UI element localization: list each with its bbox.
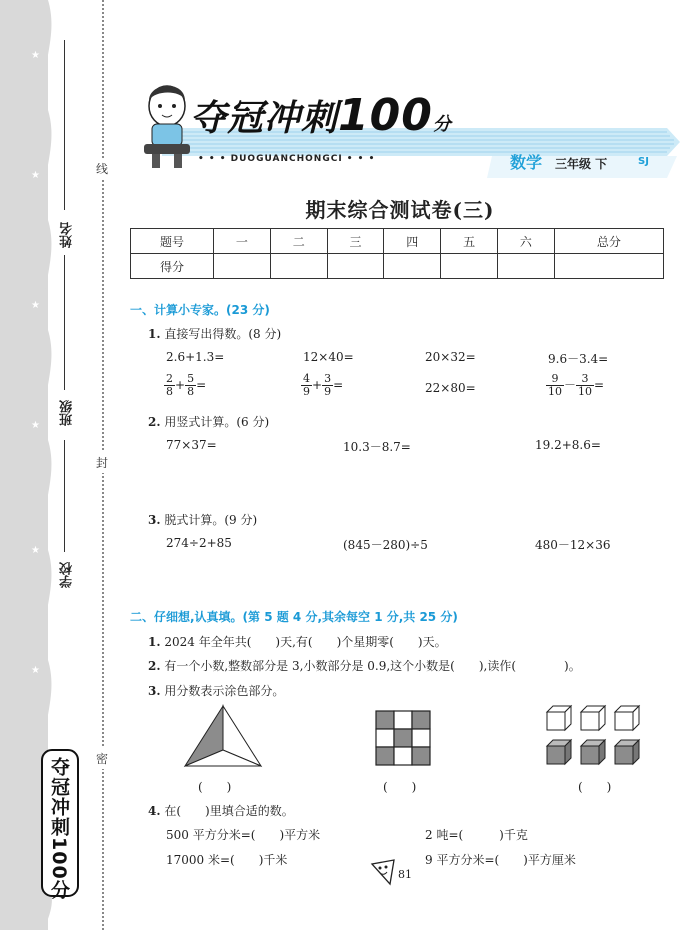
score-cell: 五 <box>441 229 498 254</box>
q-text: 直接写出得数。(8 分) <box>164 327 282 341</box>
brand-unit: 分 <box>432 114 452 135</box>
q-number: 2. <box>148 415 161 429</box>
q1-2-heading <box>148 413 269 430</box>
q-number: 3. <box>148 513 161 527</box>
fill-item: 9 平方分米=( )平方厘米 <box>425 853 576 867</box>
q-text: 在( )里填合适的数。 <box>164 804 294 818</box>
section2-title: 二、仔细想,认真填。(第 5 题 4 分,其余每空 1 分,共 25 分) <box>130 610 458 624</box>
answer-blank[interactable]: ( ) <box>198 780 232 794</box>
q-number: 4. <box>148 804 161 818</box>
calc-item: (845－280)÷5 <box>343 538 428 552</box>
q2-4-heading <box>148 802 294 819</box>
star-icon: ★ <box>31 300 40 311</box>
section1-title: 一、计算小专家。(23 分) <box>130 303 270 317</box>
frac-calc-item: $\frac{2}{8}$ + $\frac{5}{8}$ = <box>166 372 207 398</box>
school-label: 学校 <box>60 562 75 588</box>
calc-item: 20×32= <box>425 350 476 364</box>
calc-item: 12×40= <box>303 350 354 364</box>
frac-calc-item: $\frac{4}{9}$ + $\frac{3}{9}$ = <box>303 372 344 398</box>
q-text: 用分数表示涂色部分。 <box>164 684 285 698</box>
q-number: 1. <box>148 327 161 341</box>
shaded-triangle-figure <box>183 704 263 768</box>
edition-label: SJ <box>638 156 649 167</box>
q-text: 用竖式计算。(6 分) <box>164 415 270 429</box>
calc-item: 2.6+1.3= <box>166 350 225 364</box>
line-char: 线 <box>96 158 108 179</box>
page-number: 81 <box>398 868 412 881</box>
calc-item: 19.2+8.6= <box>535 438 601 452</box>
star-icon: ★ <box>31 665 40 676</box>
subject-label: 数学 <box>510 153 543 172</box>
q-number: 1. <box>148 635 161 649</box>
binding-margin <box>0 0 112 930</box>
q-text: 脱式计算。(9 分) <box>164 513 258 527</box>
calc-item: 10.3－8.7= <box>343 440 411 454</box>
shaded-cubes-figure <box>545 704 645 766</box>
score-cell: 二 <box>270 229 327 254</box>
brand-number: 100 <box>338 90 433 141</box>
class-line[interactable] <box>64 255 65 390</box>
score-input[interactable] <box>384 254 441 279</box>
q-number: 2. <box>148 659 161 673</box>
score-cell: 总分 <box>554 229 663 254</box>
score-input[interactable] <box>214 254 271 279</box>
score-cell: 题号 <box>131 229 214 254</box>
score-cell: 四 <box>384 229 441 254</box>
score-input[interactable] <box>441 254 498 279</box>
calc-item: 77×37= <box>166 438 217 452</box>
score-input[interactable] <box>554 254 663 279</box>
score-row-label: 得分 <box>131 254 214 279</box>
star-icon: ★ <box>31 545 40 556</box>
fill-item: 2 吨=( )千克 <box>425 828 528 842</box>
calc-item: 9.6－3.4= <box>548 352 609 366</box>
exam-title: 期末综合测试卷(三) <box>305 198 495 222</box>
shaded-grid-figure <box>375 710 431 766</box>
answer-blank[interactable]: ( ) <box>578 780 612 794</box>
calc-item: 480－12×36 <box>535 538 611 552</box>
q-number: 3. <box>148 684 161 698</box>
star-icon: ★ <box>31 170 40 181</box>
score-cell: 一 <box>214 229 271 254</box>
side-logo: 夺冠冲刺100分 <box>48 757 70 900</box>
fill-item: 500 平方分米=( )平方米 <box>166 828 321 842</box>
score-input-row <box>131 254 664 279</box>
score-cell: 六 <box>497 229 554 254</box>
q2-3 <box>148 682 284 699</box>
q2-2 <box>148 657 581 674</box>
calc-item: 22×80= <box>425 381 476 395</box>
star-icon: ★ <box>31 50 40 61</box>
class-label: 班级 <box>60 400 75 426</box>
calc-item: 274÷2+85 <box>166 536 232 550</box>
score-input[interactable] <box>327 254 384 279</box>
answer-blank[interactable]: ( ) <box>383 780 417 794</box>
seal-char: 封 <box>96 452 108 473</box>
score-input[interactable] <box>497 254 554 279</box>
score-header-row <box>131 229 664 254</box>
school-line[interactable] <box>64 440 65 552</box>
score-cell: 三 <box>327 229 384 254</box>
q1-3-heading <box>148 511 257 528</box>
frac-calc-item: $\frac{9}{10}$ － $\frac{3}{10}$ = <box>548 372 605 398</box>
mascot-foot-icon <box>368 858 398 886</box>
q1-1-heading <box>148 325 281 342</box>
q-text: 有一个小数,整数部分是 3,小数部分是 0.9,这个小数是( ),读作( )。 <box>164 659 581 673</box>
score-table <box>130 228 664 279</box>
star-icon: ★ <box>31 420 40 431</box>
brand-text: 夺冠冲刺 <box>190 98 339 139</box>
fill-item: 17000 米=( )千米 <box>166 853 288 867</box>
name-line[interactable] <box>64 40 65 210</box>
secret-char: 密 <box>96 748 108 769</box>
brand-title <box>190 90 452 141</box>
q2-1 <box>148 633 447 650</box>
grade-label: 三年级 下 <box>555 157 608 171</box>
brand-pinyin: • • • DUOGUANCHONGCI • • • <box>198 154 376 164</box>
name-label: 姓名 <box>60 222 75 248</box>
q-text: 2024 年全年共( )天,有( )个星期零( )天。 <box>164 635 447 649</box>
score-input[interactable] <box>270 254 327 279</box>
